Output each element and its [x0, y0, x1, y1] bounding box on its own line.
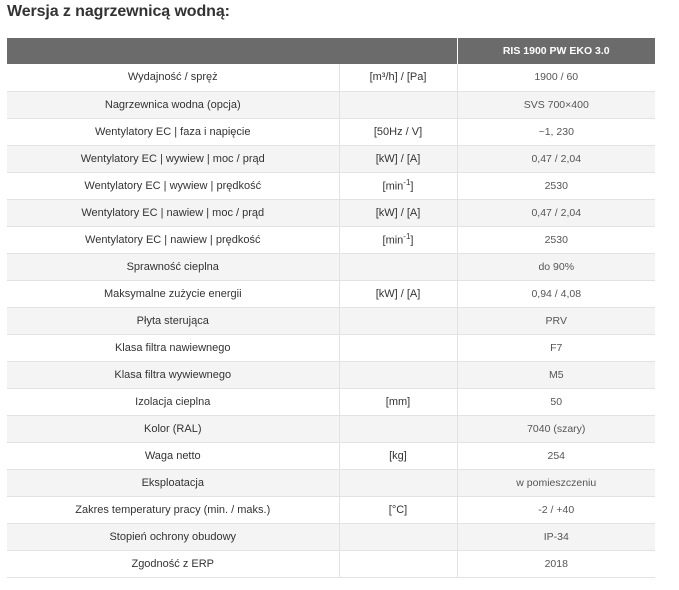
table-row	[7, 361, 655, 388]
table-row	[7, 64, 655, 91]
unit-cell: [mm]	[339, 388, 457, 415]
param-name-cell: Stopień ochrony obudowy	[7, 523, 339, 550]
value-cell: 0,94 / 4,08	[457, 280, 655, 307]
value-cell: 2530	[457, 172, 655, 199]
value-cell: 0,47 / 2,04	[457, 199, 655, 226]
header-model: RIS 1900 PW EKO 3.0	[457, 38, 655, 64]
unit-cell: [m³/h] / [Pa]	[339, 64, 457, 91]
table-row	[7, 91, 655, 118]
unit-cell: [kW] / [A]	[339, 145, 457, 172]
table-row	[7, 118, 655, 145]
spec-table	[7, 38, 655, 578]
unit-cell: [kg]	[339, 442, 457, 469]
param-name-cell: Wentylatory EC | nawiew | moc / prąd	[7, 199, 339, 226]
param-name-cell: Izolacja cieplna	[7, 388, 339, 415]
table-row	[7, 334, 655, 361]
unit-cell: $[\min^{-1}]$	[339, 226, 457, 253]
value-cell: 1900 / 60	[457, 64, 655, 91]
unit-cell	[339, 307, 457, 334]
header-unit	[339, 38, 457, 64]
table-row	[7, 253, 655, 280]
param-name-cell: Płyta sterująca	[7, 307, 339, 334]
param-name-cell: Wydajność / spręż	[7, 64, 339, 91]
param-name-cell: Maksymalne zużycie energii	[7, 280, 339, 307]
table-row	[7, 226, 655, 253]
table-header-row	[7, 38, 655, 64]
value-cell: 2018	[457, 550, 655, 577]
section-title: Wersja z nagrzewnicą wodną:	[7, 3, 230, 20]
param-name-cell: Wentylatory EC | faza i napięcie	[7, 118, 339, 145]
unit-cell: $[\min^{-1}]$	[339, 172, 457, 199]
param-name-cell: Kolor (RAL)	[7, 415, 339, 442]
param-name-cell: Sprawność cieplna	[7, 253, 339, 280]
table-row	[7, 280, 655, 307]
table-row	[7, 496, 655, 523]
param-name-cell: Nagrzewnica wodna (opcja)	[7, 91, 339, 118]
header-parameter	[7, 38, 339, 64]
unit-cell	[339, 469, 457, 496]
value-cell: SVS 700×400	[457, 91, 655, 118]
param-name-cell: Wentylatory EC | wywiew | moc / prąd	[7, 145, 339, 172]
unit-cell: [kW] / [A]	[339, 280, 457, 307]
unit-cell	[339, 361, 457, 388]
param-name-cell: Zakres temperatury pracy (min. / maks.)	[7, 496, 339, 523]
param-name-cell: Eksploatacja	[7, 469, 339, 496]
value-cell: F7	[457, 334, 655, 361]
unit-cell: [kW] / [A]	[339, 199, 457, 226]
unit-cell	[339, 550, 457, 577]
param-name-cell: Zgodność z ERP	[7, 550, 339, 577]
table-row	[7, 145, 655, 172]
value-cell: -2 / +40	[457, 496, 655, 523]
unit-cell: [°C]	[339, 496, 457, 523]
value-cell: 2530	[457, 226, 655, 253]
table-row	[7, 442, 655, 469]
unit-cell	[339, 253, 457, 280]
value-cell: 254	[457, 442, 655, 469]
value-cell: do 90%	[457, 253, 655, 280]
unit-cell	[339, 415, 457, 442]
param-name-cell: Wentylatory EC | wywiew | prędkość	[7, 172, 339, 199]
value-cell: PRV	[457, 307, 655, 334]
param-name-cell: Wentylatory EC | nawiew | prędkość	[7, 226, 339, 253]
table-row	[7, 388, 655, 415]
value-cell: ~1, 230	[457, 118, 655, 145]
value-cell: 50	[457, 388, 655, 415]
table-row	[7, 172, 655, 199]
table-row	[7, 523, 655, 550]
value-cell: 7040 (szary)	[457, 415, 655, 442]
unit-cell	[339, 334, 457, 361]
unit-cell	[339, 91, 457, 118]
param-name-cell: Klasa filtra wywiewnego	[7, 361, 339, 388]
table-row	[7, 415, 655, 442]
value-cell: IP-34	[457, 523, 655, 550]
unit-cell: [50Hz / V]	[339, 118, 457, 145]
value-cell: 0,47 / 2,04	[457, 145, 655, 172]
param-name-cell: Klasa filtra nawiewnego	[7, 334, 339, 361]
table-row	[7, 469, 655, 496]
param-name-cell: Waga netto	[7, 442, 339, 469]
value-cell: M5	[457, 361, 655, 388]
table-row	[7, 550, 655, 577]
table-row	[7, 307, 655, 334]
value-cell: w pomieszczeniu	[457, 469, 655, 496]
unit-cell	[339, 523, 457, 550]
table-row	[7, 199, 655, 226]
